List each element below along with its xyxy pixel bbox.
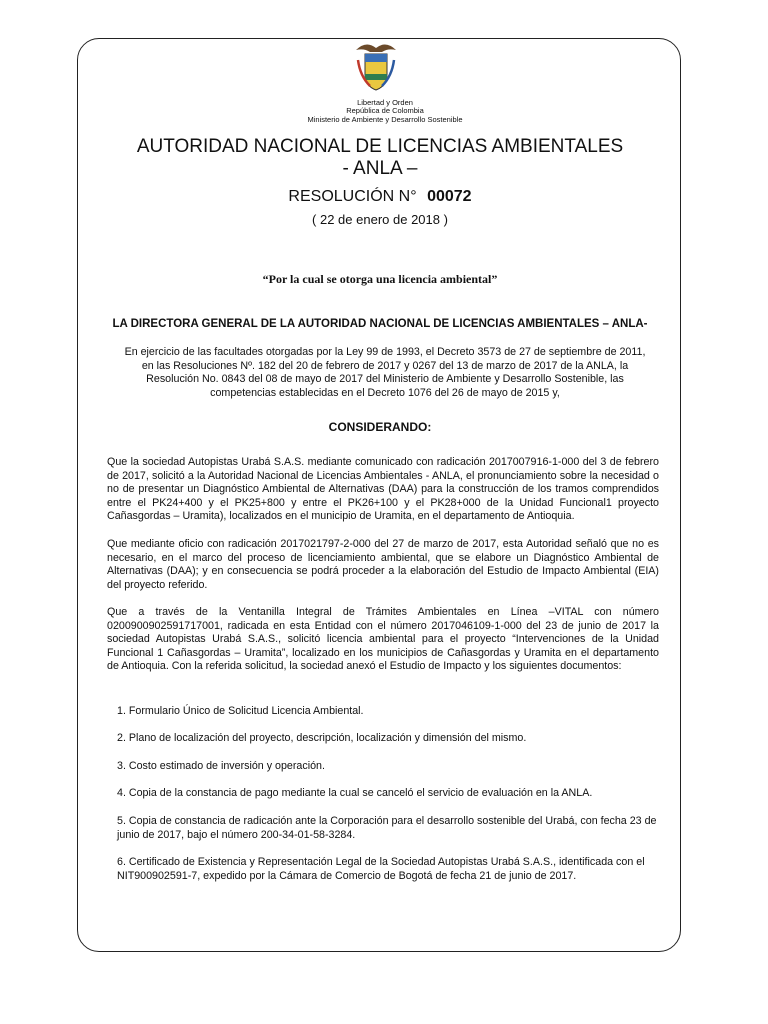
agency-title: AUTORIDAD NACIONAL DE LICENCIAS AMBIENTALES: [136, 136, 624, 157]
document-item: 1. Formulario Único de Solicitud Licencia Ambiental.: [117, 705, 364, 717]
resolution-label: RESOLUCIÓN N°: [288, 188, 417, 205]
agency-acronym: - ANLA –: [342, 158, 418, 179]
crest-motto: Libertad y Orden: [357, 98, 413, 107]
document-item: 6. Certificado de Existencia y Representación Legal de la Sociedad Autopistas Urabá S.A.S., identificada con el NIT900902591-7, expedido por la Cámara de Comercio de Bogotá de fecha 21 de junio de 2017.: [117, 856, 645, 882]
resolution-number: 00072: [427, 188, 472, 205]
resolution-date: ( 22 de enero de 2018 ): [312, 212, 448, 227]
ministry-name: Ministerio de Ambiente y Desarrollo Sostenible: [307, 115, 463, 124]
coat-of-arms-icon: [352, 40, 400, 94]
resolution-subject: “Por la cual se otorga una licencia ambiental”: [262, 272, 498, 286]
paragraph-1: [107, 456, 659, 524]
paragraph-3: [107, 606, 659, 674]
paragraph-text: Que a través de la Ventanilla Integral de Trámites Ambientales en Línea –VITAL con número 0200900902591717001, radicada en esta Entidad con el número 2017046109-1-000 del 23 de junio de 2017 la sociedad Autopistas Urabá S.A.S., solicitó licencia ambiental para el proyecto “Intervenciones de la Unidad Funcional 1 Cañasgordas – Uramita”, localizado en los municipios de Cañasgordas y Uramita en el departamento de Antioquia. Con la referida solicitud, la sociedad anexó el Estudio de Impacto y los siguientes documentos:: [107, 606, 659, 672]
document-item: 4. Copia de la constancia de pago mediante la cual se canceló el servicio de evaluación en la ANLA.: [117, 787, 593, 799]
powers-paragraph: [95, 346, 675, 400]
authority-heading: LA DIRECTORA GENERAL DE LA AUTORIDAD NACIONAL DE LICENCIAS AMBIENTALES – ANLA-: [112, 318, 648, 330]
paragraph-text: Que mediante oficio con radicación 2017021797-2-000 del 27 de marzo de 2017, esta Autoridad señaló que no es necesario, en el marco del proceso de licenciamiento ambiental, que se elabore un Diagnóstico Ambiental de Alternativas (DAA); y en consecuencia se podrá proceder a la elaboración del Estudio de Impacto Ambiental (EIA) del proyecto referido.: [107, 538, 659, 591]
paragraph-2: [107, 538, 659, 592]
document-item: 2. Plano de localización del proyecto, descripción, localización y dimensión del mismo.: [117, 732, 527, 744]
document-item: 5. Copia de constancia de radicación ante la Corporación para el desarrollo sostenible del Urabá, con fecha 23 de junio de 2017, bajo el número 200-34-01-58-3284.: [117, 815, 657, 841]
powers-line: Resolución No. 0843 del 08 de mayo de 2017 del Ministerio de Ambiente y Desarrollo Sostenible, las: [146, 373, 624, 385]
paragraph-text: Que la sociedad Autopistas Urabá S.A.S. mediante comunicado con radicación 2017007916-1-000 del 3 de febrero de 2017, solicitó a la Autoridad Nacional de Licencias Ambientales - ANLA, el pronunciamiento sobre la necesidad o no de presentar un Diagnóstico Ambiental de Alternativas (DAA) para la construcción de los tramos comprendidos entre el PK24+400 y el PK25+800 y entre el PK26+100 y el PK28+000 de la Unidad Funcional1 proyecto Cañasgordas – Uramita), localizados en el municipio de Uramita, en el departamento de Antioquia.: [107, 456, 659, 522]
country-name: República de Colombia: [346, 106, 424, 115]
considerando-heading: CONSIDERANDO:: [328, 420, 432, 434]
powers-line: en las Resoluciones Nº. 182 del 20 de febrero de 2017 y 0267 del 13 de marzo de 2017 de la ANLA, la: [141, 359, 629, 372]
resolution-line: [80, 188, 680, 206]
powers-line: competencias establecidas en el Decreto 1076 del 26 de mayo de 2015 y,: [210, 386, 560, 399]
powers-line: En ejercicio de las facultades otorgadas por la Ley 99 de 1993, el Decreto 3573 de 27 de septiembre de 2011,: [124, 346, 646, 358]
document-item: 3. Costo estimado de inversión y operación.: [117, 760, 325, 772]
